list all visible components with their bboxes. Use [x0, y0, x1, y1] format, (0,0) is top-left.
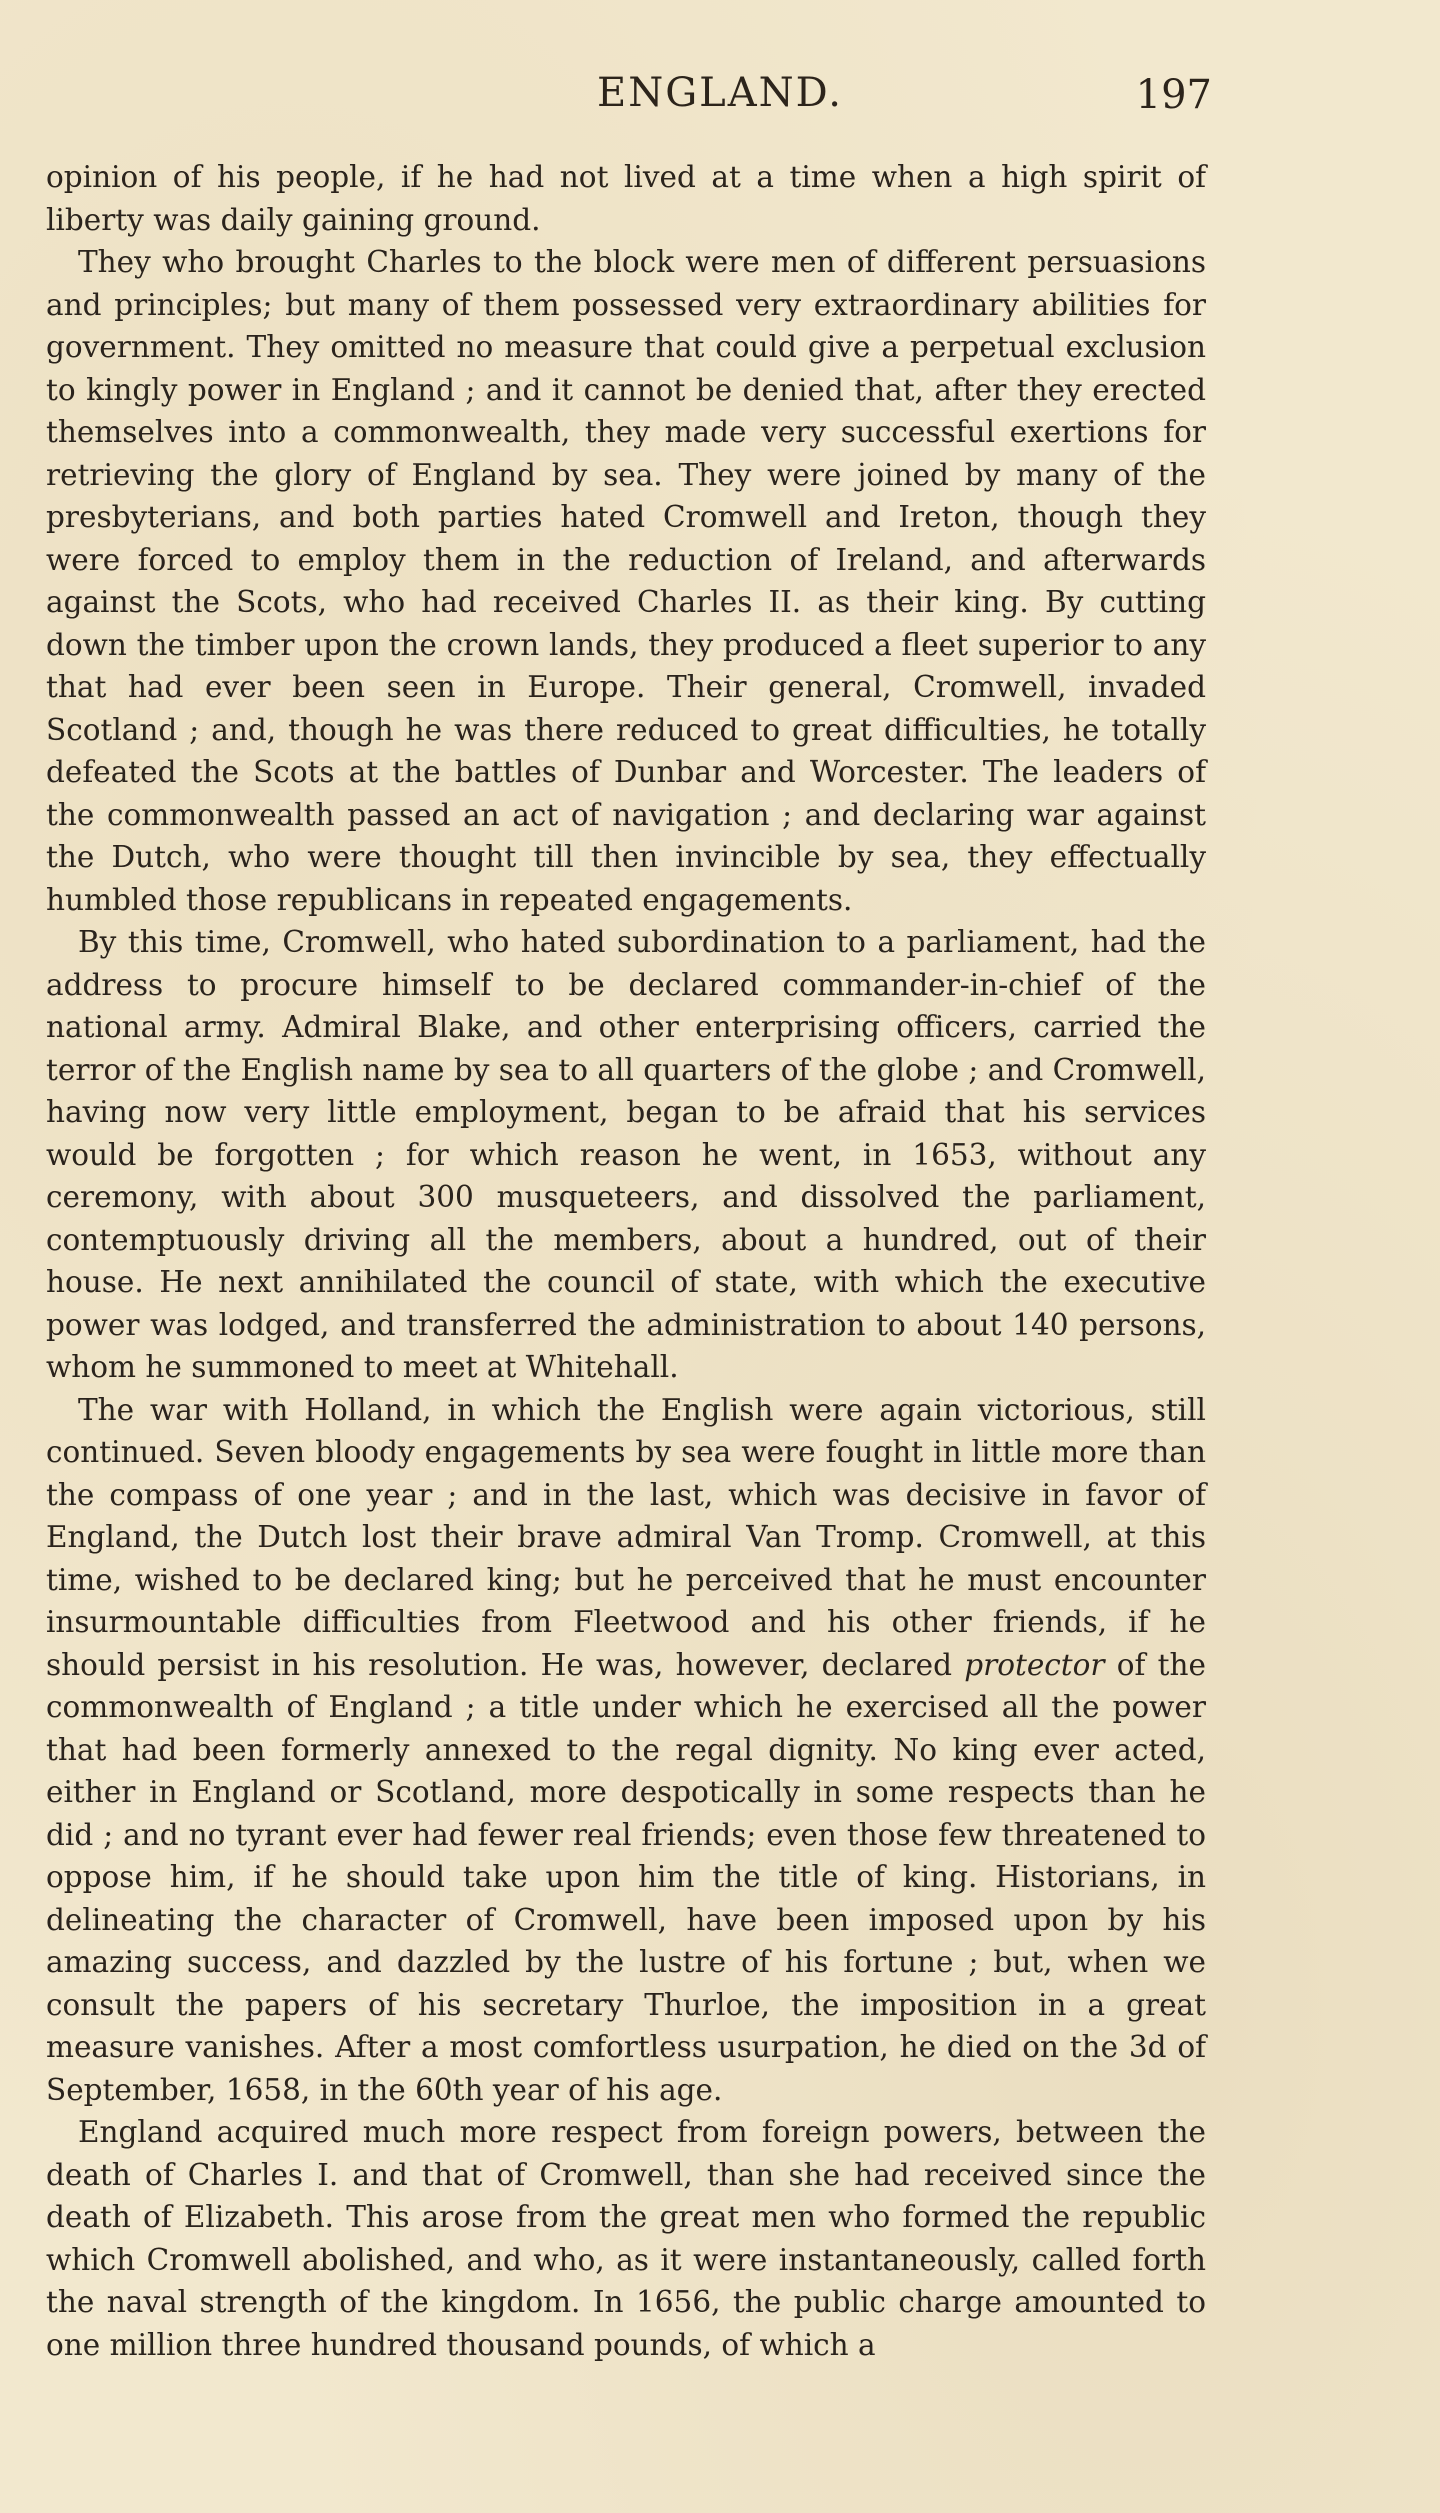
paragraph-foreign-respect: England acquired much more respect from foreign powers, between the death of Charles I. and that of Cromwell, than she had received since the death of Elizabeth. This arose from the great men who formed the republic which Cromwell abolished, and who, as it were instantaneously, called forth the naval strength of the kingdom. In 1656, the public charge amounted to one million three hundred thousand pounds, of which a: [46, 2115, 1206, 2362]
page-number: 197: [1135, 72, 1212, 118]
body-text: [46, 156, 1206, 2366]
paragraph-cromwell-army: By this time, Cromwell, who hated subordination to a parliament, had the address to procure himself to be declared commander-in-chief of the national army. Admiral Blake, and other enterprising officers, carried the terror of the English name by sea to all quarters of the globe ; and Cromwell, having now very little employment, began to be afraid that his services would be forgotten ; for which reason he went, in 1653, without any ceremony, with about 300 musqueteers, and dissolved the parliament, contemptuously driving all the members, about a hundred, out of their house. He next annihilated the council of state, with which the executive power was lodged, and transferred the administration to about 140 persons, whom he summoned to meet at Whitehall.: [46, 925, 1206, 1384]
paragraph-continued: opinion of his people, if he had not lived at a time when a high spirit of liberty was daily gaining ground.: [46, 160, 1206, 237]
italic-term-protector: protector: [964, 1647, 1105, 1682]
page-header: [0, 70, 1440, 130]
paragraph-text-before: The war with Holland, in which the English were again victorious, still continued. Seven bloody engagements by sea were fought in little more than the compass of one year ; and in the last, which was decisive in favor of England, the Dutch lost their brave admiral Van Tromp. Cromwell, at this time, wished to be declared king; but he perceived that he must encounter insurmountable difficulties from Fleetwood and his other friends, if he should persist in his resolution. He was, however, declared: [46, 1392, 1206, 1682]
paragraph-text-after: of the commonwealth of England ; a title under which he exercised all the power that had been formerly annexed to the regal dignity. No king ever acted, either in England or Scotland, more despotically in some respects than he did ; and no tyrant ever had fewer real friends; even those few threatened to oppose him, if he should take upon him the title of king. Historians, in delineating the character of Cromwell, have been imposed upon by his amazing success, and dazzled by the lustre of his fortune ; but, when we consult the papers of his secretary Thurloe, the imposition in a great measure vanishes. After a most comfortless usurpation, he died on the 3d of September, 1658, in the 60th year of his age.: [46, 1647, 1206, 2107]
paragraph-war-with-holland: [46, 1389, 1206, 2112]
running-title: ENGLAND.: [597, 70, 843, 116]
paragraph-commonwealth: They who brought Charles to the block were men of different persuasions and principles; but many of them possessed very extraordinary abilities for government. They omitted no measure that could give a perpetual exclusion to kingly power in England ; and it cannot be denied that, after they erected themselves into a commonwealth, they made very successful exertions for retrieving the glory of England by sea. They were joined by many of the presbyterians, and both parties hated Cromwell and Ireton, though they were forced to employ them in the reduction of Ireland, and afterwards against the Scots, who had received Charles II. as their king. By cutting down the timber upon the crown lands, they produced a fleet superior to any that had ever been seen in Europe. Their general, Cromwell, invaded Scotland ; and, though he was there reduced to great difficulties, he totally defeated the Scots at the battles of Dunbar and Worcester. The leaders of the commonwealth passed an act of navigation ; and declaring war against the Dutch, who were thought till then invincible by sea, they effectually humbled those republicans in repeated engagements.: [46, 245, 1206, 917]
